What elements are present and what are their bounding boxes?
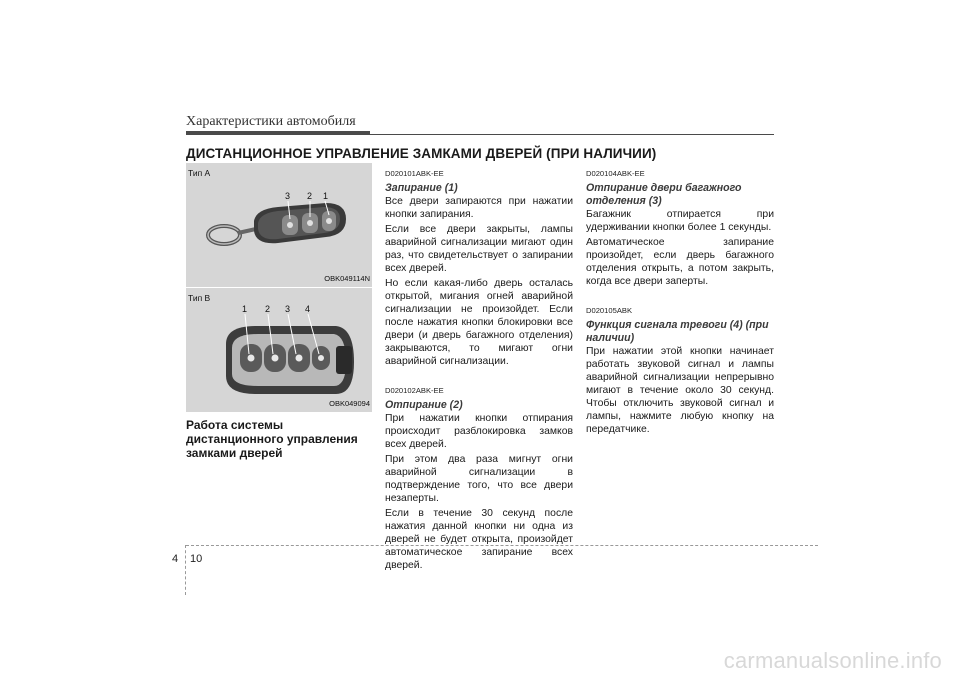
figure-type-b	[186, 287, 372, 412]
unlock-paragraph-3: Если в течение 30 секунд после нажатия данной кнопки ни одна из дверей не будет открыта, произойдет автоматическое запирание всех дверей.	[385, 508, 573, 571]
key-fob-b-illustration	[186, 288, 372, 412]
footer-section-number: 4	[172, 553, 179, 565]
section-title: ДИСТАНЦИОННОЕ УПРАВЛЕНИЕ ЗАМКАМИ ДВЕРЕЙ (ПРИ НАЛИЧИИ)	[186, 146, 657, 161]
header-title: Характеристики автомобиля	[186, 114, 356, 129]
alarm-paragraph-1: При нажатии этой кнопки начинает работать звуковой сигнал и лампы аварийной сигнализации непрерывно мигают в течение около 30 секунд. Чтобы отключить звуковой сигнал и лампы, нажмите любую кнопку на передатчике.	[586, 346, 774, 435]
footer-divider	[185, 545, 186, 595]
unlock-paragraph-1: При нажатии кнопки отпирания происходит разблокировка замков всех дверей.	[385, 413, 573, 450]
lock-title: Запирание (1)	[385, 182, 458, 194]
column-left	[186, 163, 374, 460]
fob-a-button-1-label: 1	[323, 191, 329, 201]
alarm-title: Функция сигнала тревоги (4) (при наличии)	[586, 319, 769, 344]
fob-b-button-2-label: 2	[265, 304, 271, 314]
lock-paragraph-1: Все двери запираются при нажатии кнопки запирания.	[385, 196, 573, 220]
column-middle	[385, 163, 573, 574]
figure-type-a	[186, 163, 372, 287]
figure-a-label: Тип А	[188, 168, 211, 178]
trunk-paragraph-2: Автоматическое запирание произойдет, если дверь багажного отделения открыть, а потом закрыть, когда все двери заперты.	[586, 237, 774, 287]
footer-rule	[186, 545, 818, 546]
footer-page-number: 10	[190, 553, 203, 565]
trunk-title: Отпирание двери багажного отделения (3)	[586, 182, 742, 207]
figure-a-code: OBK049114N	[324, 274, 370, 283]
trunk-code: D020104ABK-EE	[586, 169, 645, 178]
fob-a-button-3-label: 3	[285, 191, 291, 201]
watermark: carmanualsonline.info	[723, 648, 942, 673]
fob-b-button-1-label: 1	[242, 304, 248, 314]
fob-b-button-3-label: 3	[285, 304, 291, 314]
trunk-paragraph-1: Багажник отпирается при удерживании кнопки более 1 секунды.	[586, 209, 774, 233]
lock-paragraph-3: Но если какая-либо дверь осталась открытой, мигания огней аварийной сигнализации не произойдет. Если после нажатия кнопки блокировки все двери (и дверь багажного отделения) закрываются, то мигают огни аварийной сигнализации.	[385, 278, 573, 367]
header-rule	[186, 134, 774, 135]
alarm-code: D020105ABK	[586, 306, 633, 315]
subsection-title: Работа системы дистанционного управления замками дверей	[186, 418, 358, 460]
fob-a-button-2-label: 2	[307, 191, 313, 201]
column-right	[586, 163, 774, 438]
figure-b-code: OBK049094	[329, 399, 370, 408]
figure-b-label: Тип B	[188, 293, 211, 303]
lock-paragraph-2: Если все двери закрыты, лампы аварийной сигнализации мигают один раз, что свидетельствует о запирании всех дверей.	[385, 224, 573, 274]
unlock-title: Отпирание (2)	[385, 399, 463, 411]
lock-code: D020101ABK-EE	[385, 169, 444, 178]
unlock-code: D020102ABK-EE	[385, 386, 444, 395]
unlock-paragraph-2: При этом два раза мигнут огни аварийной сигнализации в подтверждение того, что все двери незаперты.	[385, 454, 573, 504]
fob-b-button-4-label: 4	[305, 304, 311, 314]
key-fob-a-illustration	[186, 163, 372, 287]
